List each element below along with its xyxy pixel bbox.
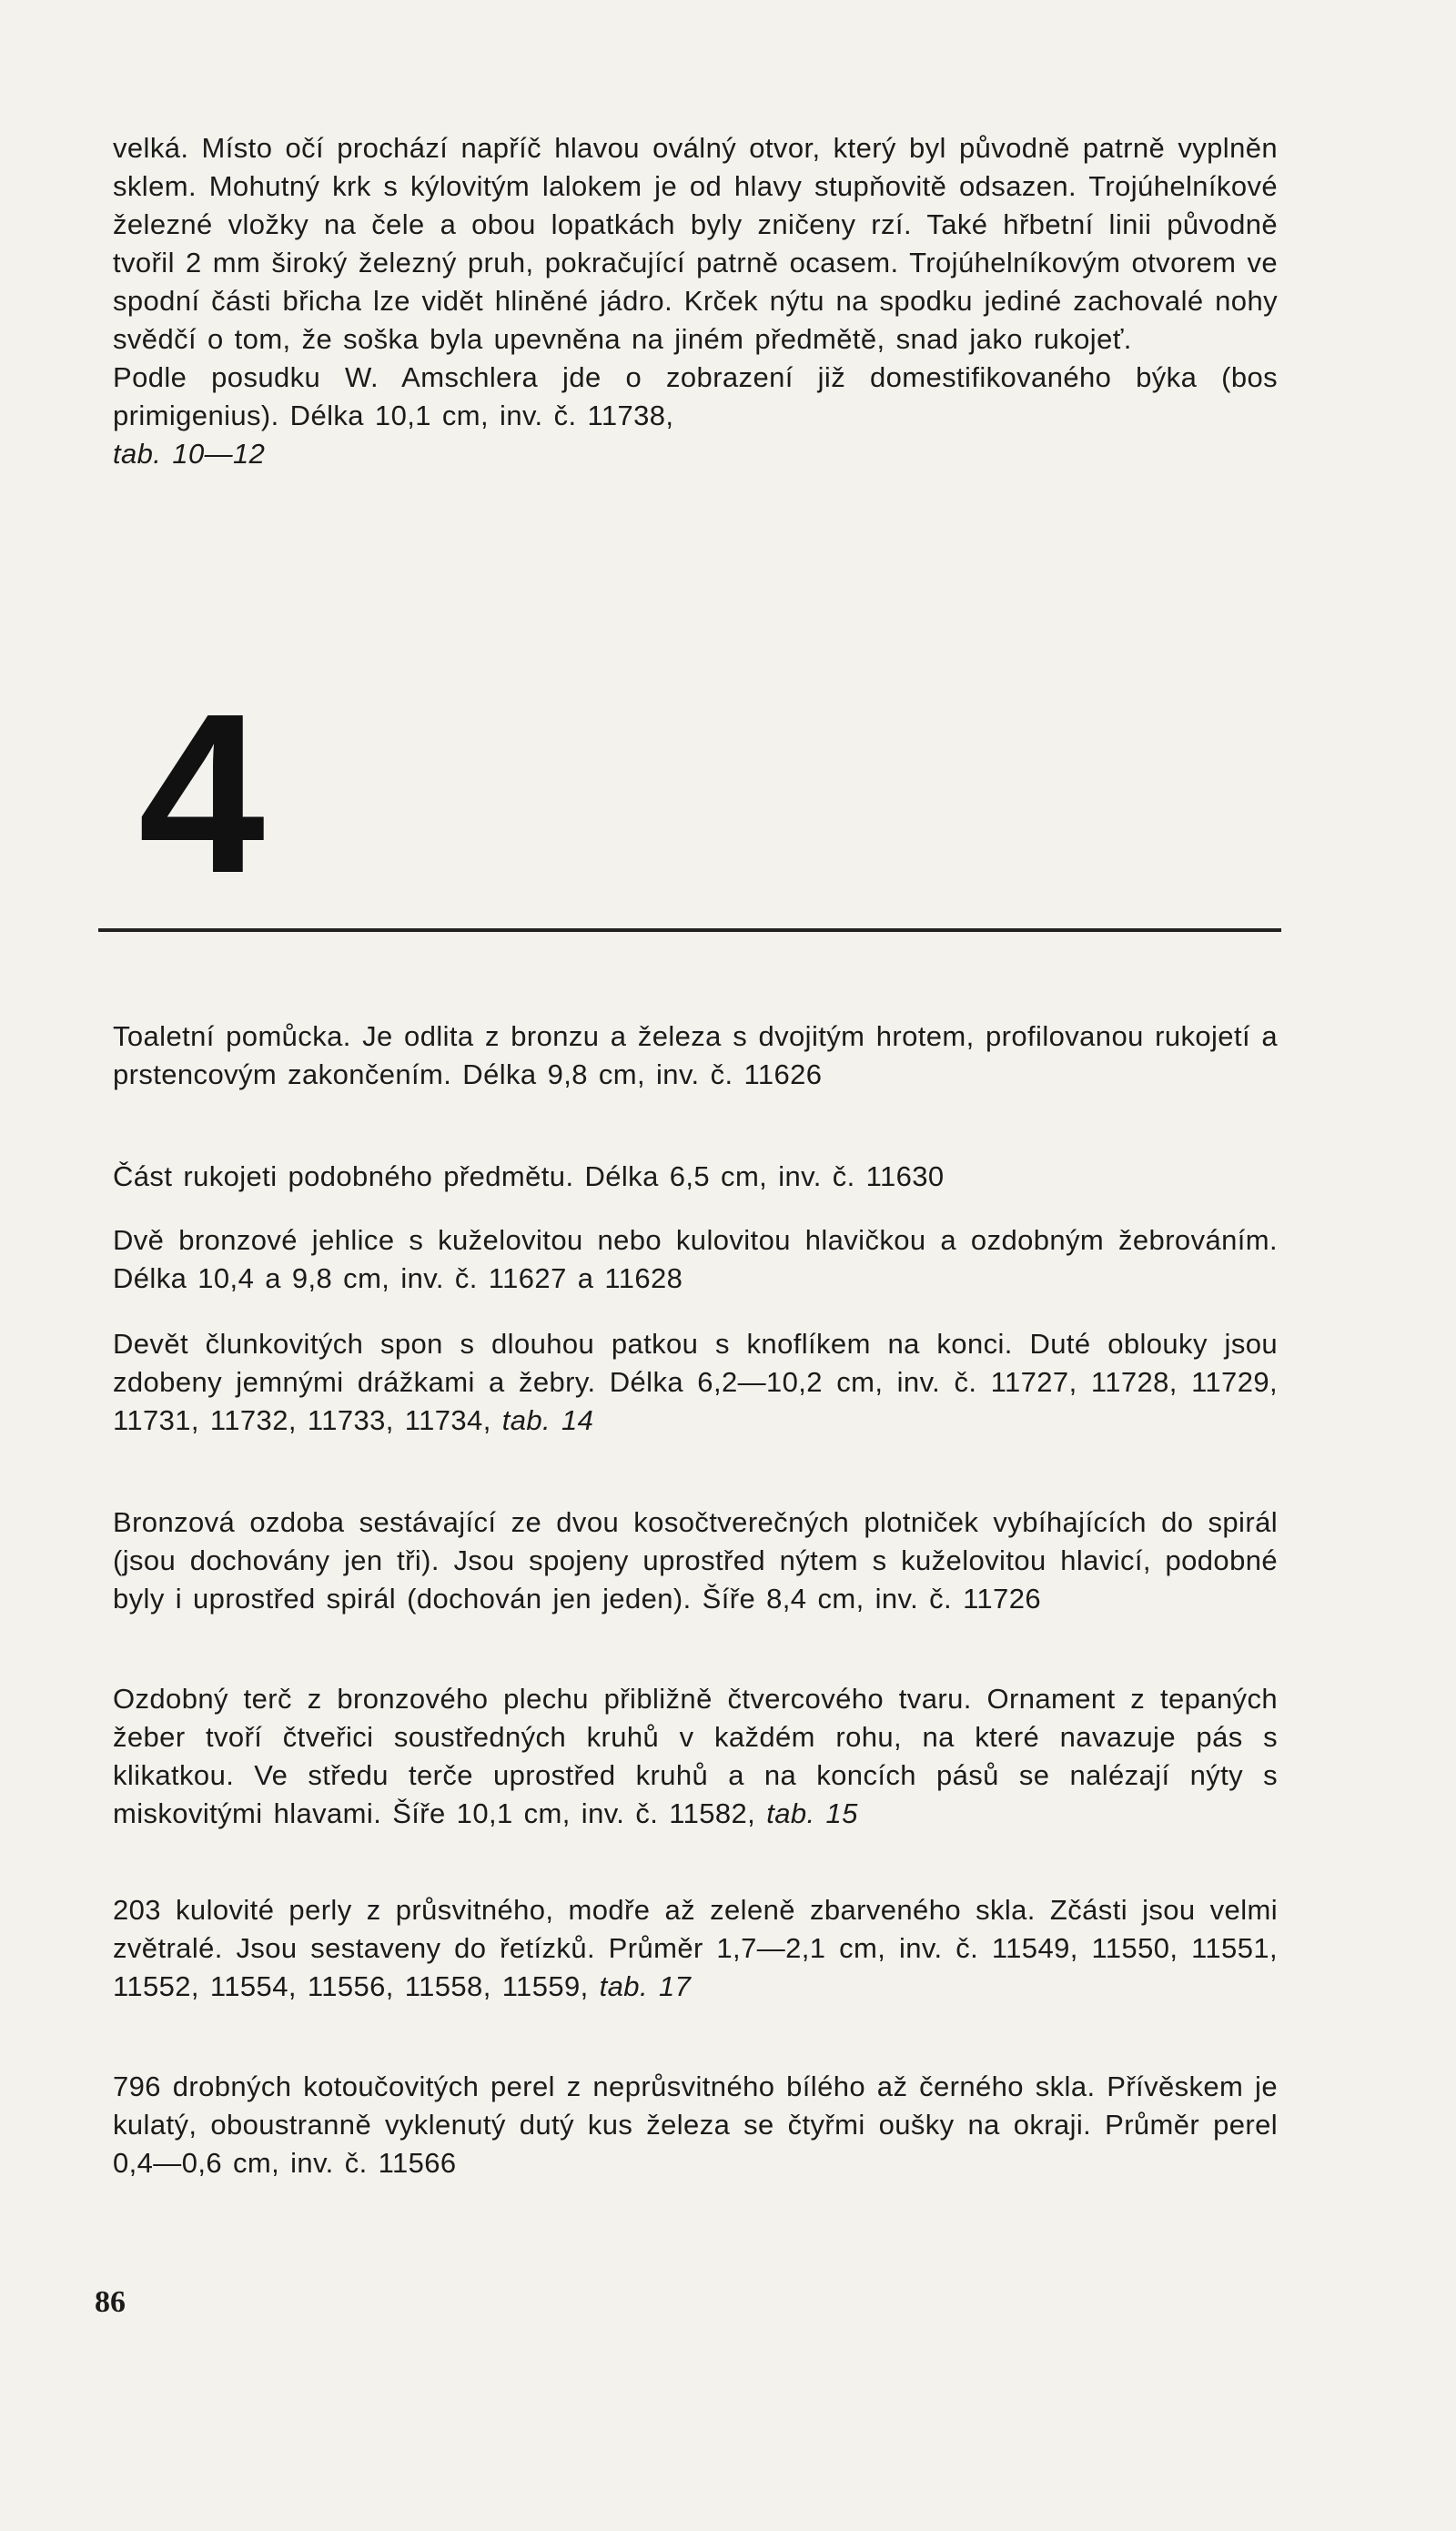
entry-text: Devět člunkovitých spon s dlouhou patkou s knoflíkem na konci. Duté oblouky jsou zdobeny jemnými drážkami a žebry. Délka 6,2—10,2 cm, inv. č. 11727, 11728, 11729, 11731, 11732, 11733, 11734, [113, 1328, 1278, 1436]
entry-2 [113, 1158, 1278, 1196]
continuation-paragraph [113, 129, 1278, 359]
chapter-number: 4 [138, 666, 266, 920]
entry-6 [113, 1680, 1278, 1833]
entry-text: Toaletní pomůcka. Je odlita z bronzu a železa s dvojitým hrotem, profilovanou rukojetí a prstencovým zakončením. Délka 9,8 cm, inv. č. 11626 [113, 1020, 1278, 1090]
entry-text: Část rukojeti podobného předmětu. Délka 6,5 cm, inv. č. 11630 [113, 1160, 945, 1192]
entry-text: Bronzová ozdoba sestávající ze dvou kosočtverečných plotniček vybíhajících do spirál (jsou dochovány jen tři). Jsou spojeny uprostřed nýtem s kuželovitou hlavicí, podobné byly i uprostřed spirál (dochován jen jeden). Šíře 8,4 cm, inv. č. 11726 [113, 1506, 1278, 1615]
entry-1 [113, 1017, 1278, 1094]
section-divider [98, 928, 1281, 932]
entry-8 [113, 2068, 1278, 2182]
entry-text: Dvě bronzové jehlice s kuželovitou nebo kulovitou hlavičkou a ozdobným žebrováním. Délka 10,4 a 9,8 cm, inv. č. 11627 a 11628 [113, 1224, 1278, 1294]
continuation-text [113, 129, 1278, 473]
tab-reference: tab. 17 [599, 1970, 692, 2002]
entry-5 [113, 1503, 1278, 1618]
entry-text: Ozdobný terč z bronzového plechu přibližně čtvercového tvaru. Ornament z tepaných žeber tvoří čtveřici soustředných kruhů v každém rohu, na které navazuje pás s klikatkou. Ve středu terče uprostřed kruhů a na koncích pásů se nalézají nýty s miskovitými hlavami. Šíře 10,1 cm, inv. č. 11582, [113, 1683, 1278, 1829]
entry-3 [113, 1221, 1278, 1298]
entry-7 [113, 1891, 1278, 2006]
entry-4 [113, 1325, 1278, 1440]
continuation-paragraph-text: velká. Místo očí prochází napříč hlavou oválný otvor, který byl původně patrně vyplněn sklem. Mohutný krk s kýlovitým lalokem je od hlavy stupňovitě odsazen. Trojúhelníkové železné vložky na čele a obou lopatkách byly zničeny rzí. Také hřbetní linii původně tvořil 2 mm široký železný pruh, pokračující patrně ocasem. Trojúhelníkovým otvorem ve spodní části břicha lze vidět hliněné jádro. Krček nýtu na spodku jediné zachovalé nohy svědčí o tom, že soška byla upevněna na jiném předmětě, snad jako rukojeť. [113, 132, 1278, 355]
entry-text: 203 kulovité perly z průsvitného, modře až zeleně zbarveného skla. Zčásti jsou velmi zvětralé. Jsou sestaveny do řetízků. Průměr 1,7—2,1 cm, inv. č. 11549, 11550, 11551, 11552, 11554, 11556, 11558, 11559, [113, 1894, 1278, 2002]
continuation-paragraph-2-text: Podle posudku W. Amschlera jde o zobrazení již domestifikovaného býka (bos primigenius). Délka 10,1 cm, inv. č. 11738, [113, 361, 1278, 431]
continuation-paragraph-2 [113, 359, 1278, 473]
tab-reference: tab. 14 [501, 1404, 594, 1436]
page-number: 86 [95, 2285, 126, 2319]
tab-reference: tab. 10—12 [113, 438, 266, 470]
tab-reference: tab. 15 [766, 1797, 858, 1829]
entry-text: 796 drobných kotoučovitých perel z neprůsvitného bílého až černého skla. Přívěskem je kulatý, oboustranně vyklenutý dutý kus železa se čtyřmi oušky na okraji. Průměr perel 0,4—0,6 cm, inv. č. 11566 [113, 2070, 1278, 2179]
